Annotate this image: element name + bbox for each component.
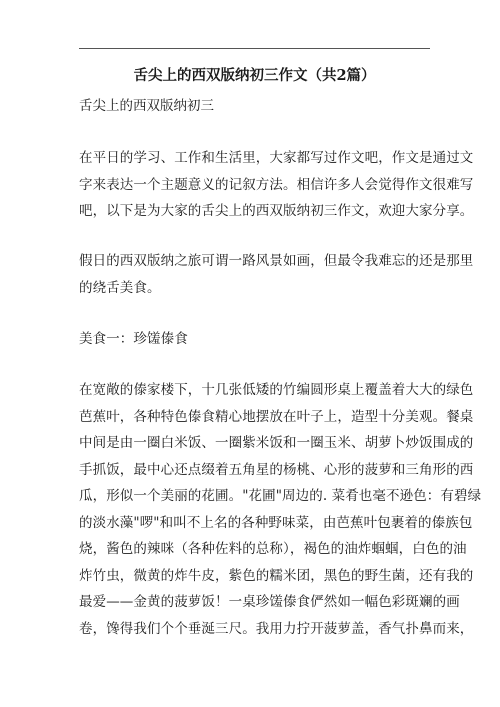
text-line: 瓜，形似一个美丽的花圃。"花圃"周边的. 菜肴也毫不逊色：有碧绿 — [79, 488, 482, 504]
text-line: 的绕舌美食。 — [79, 279, 161, 296]
paragraph-intro — [79, 145, 474, 225]
text-line: 在宽敞的傣家楼下，十几张低矮的竹编圆形桌上覆盖着大大的绿色 — [79, 382, 474, 398]
section-heading — [79, 326, 431, 353]
text-line: 手抓饭，最中心还点缀着五角星的杨桃、心形的菠萝和三角形的西 — [79, 461, 474, 478]
document-title: 舌尖上的西双版纳初三作文（共2篇） — [133, 67, 376, 84]
text-line: 中间是由一圈白米饭、一圈紫米饭和一圈玉米、胡萝卜炒饭围成的 — [79, 435, 474, 451]
text-line: 吧，以下是为大家的舌尖上的西双版纳初三作文，欢迎大家分享。 — [79, 203, 474, 219]
text-line: 最爱——金黄的菠萝饭！一桌珍馐傣食俨然如一幅色彩斑斓的画 — [79, 594, 460, 610]
text-line: 字来表达一个主题意义的记叙方法。相信许多人会觉得作文很难写 — [79, 176, 474, 193]
document-subtitle: 舌尖上的西双版纳初三 — [79, 98, 214, 114]
paragraph-trip — [79, 248, 474, 301]
text-line: 芭蕉叶，各种特色傣食精心地摆放在叶子上，造型十分美观。餐桌 — [79, 408, 474, 425]
text-line: 卷，馋得我们个个垂涎三尺。我用力拧开菠萝盖，香气扑鼻而来， — [79, 620, 474, 637]
text-line: 的淡水藻"啰"和叫不上名的各种野味菜，由芭蕉叶包裹着的傣族包 — [79, 514, 473, 531]
text-line: 假日的西双版纳之旅可谓一路风景如画，但最令我难忘的还是那里 — [79, 253, 474, 269]
paragraph-dai-food — [79, 377, 482, 642]
text-line: 烧，酱色的辣咪（各种佐料的总称），褐色的油炸蝈蝈，白色的油 — [79, 541, 467, 557]
header-rule — [79, 48, 430, 49]
text-line: 炸竹虫，微黄的炸牛皮，紫色的糯米团，黑色的野生菌，还有我的 — [79, 567, 474, 584]
text-line: 在平日的学习、工作和生活里，大家都写过作文吧，作文是通过文 — [79, 150, 474, 166]
text-line: 美食一：珍馐傣食 — [79, 331, 188, 347]
